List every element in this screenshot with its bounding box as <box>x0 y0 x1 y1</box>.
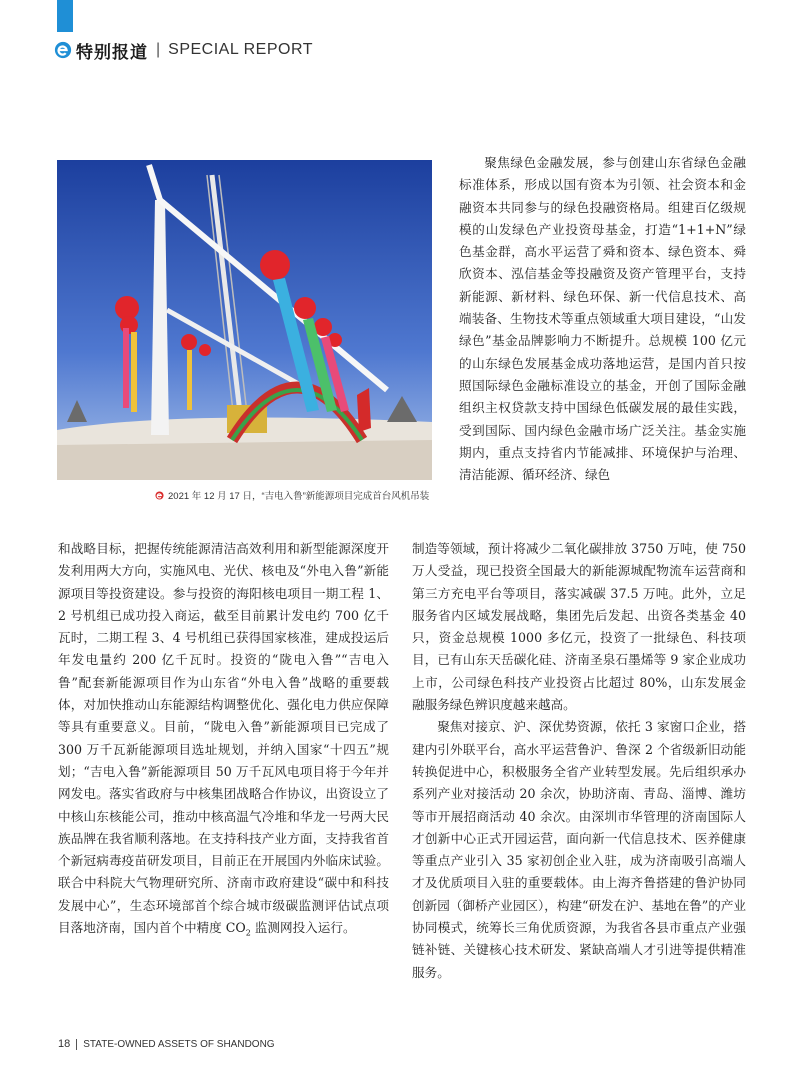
paragraph-energy-text: 和战略目标，把握传统能源清洁高效利用和新型能源深度开发利用两大方向，实施风电、光伏、核电及“外电入鲁”新能源项目等投资建设。参与投资的海阳核电项目一期工程 1、2 号机组已成功投入商运，截至目前累计发电约 700 亿千瓦时，二期工程 3、4 号机组已获得国家核准，建成投运后年发电量约 200 亿千瓦时。投资的“陇电入鲁”“吉电入鲁”配套新能源项目作为山东省“外电入鲁”战略的重要载体，对加快推动山东能源结构调整优化、强化电力供应保障等具有重要意义。目前，“陇电入鲁”新能源项目已完成了 300 万千瓦新能源项目选址规划，并纳入国家“十四五”规划；“吉电入鲁”新能源项目 50 万千瓦风电项目将于今年并网发电。落实省政府与中核集团战略合作协议，出资设立了中核山东核能公司，推动中核高温气冷堆和华龙一号两大民族品牌在我省顺利落地。在支持科技产业方面，支持我省首个新冠病毒疫苗研发项目，目前正在开展国内外临床试验。联合中科院大气物理研究所、济南市政府建设“碳中和科技发展中心”，生态环境部首个综合城市级碳监测评估试点项目落地济南，国内首个中精度 CO <box>58 541 389 936</box>
caption-marker-icon <box>155 491 164 500</box>
e-logo-icon <box>54 41 72 59</box>
section-title-en: SPECIAL REPORT <box>168 41 313 58</box>
page-footer <box>58 1038 275 1050</box>
publication-name: STATE-OWNED ASSETS OF SHANDONG <box>83 1038 275 1050</box>
paragraph-green-investment: 制造等领域，预计将减少二氧化碳排放 3750 万吨，使 750 万人受益，现已投资全国最大的新能源城配物流车运营商和第三方充电平台等项目，落实减碳 37.5 万吨。此外，立足服务省内区域发展战略，集团先后发起、出资各类基金 40 只，资金总规模 1000 多亿元，投资了一批绿色、科技项目，已有山东天岳碳化硅、济南圣泉石墨烯等 9 家企业成功上市，公司绿色科技产业投资占比超过 80%，山东发展金融服务绿色辨识度越来越高。 <box>412 541 746 713</box>
page-number: 18 <box>58 1038 71 1050</box>
article-column-left <box>58 538 389 945</box>
section-header <box>54 38 313 62</box>
article-column-right-bottom <box>412 538 746 984</box>
header-accent-bar <box>57 0 73 32</box>
paragraph-energy-projects <box>58 538 389 945</box>
footer-divider <box>76 1039 77 1050</box>
wind-turbine-photo <box>57 160 432 480</box>
paragraph-regional-cooperation: 聚焦对接京、沪、深优势资源，依托 3 家窗口企业，搭建内引外联平台，高水平运营鲁沪、鲁深 2 个省级新旧动能转换促进中心，积极服务全省产业转型发展。先后组织承办系列产业对接活动 20 余次，协助济南、青岛、淄博、潍坊等市开展招商活动 40 余次。由深圳市华管理的济南国际人才创新中心正式开园运营，面向新一代信息技术、医养健康等重点产业引入 35 家初创企业入驻，成为济南吸引高端人才及优质项目入驻的重要载体。由上海齐鲁搭建的鲁沪协同创新园（御桥产业园区），构建“研发在沪、基地在鲁”的产业协同模式，统筹长三角优质资源，为我省各县市重点产业强链补链、关键核心技术研发、紧缺高端人才引进等提供精准服务。 <box>412 719 747 980</box>
article-column-right-top <box>459 152 746 486</box>
header-separator: | <box>156 41 161 58</box>
section-title-cn: 特别报道 <box>76 42 148 62</box>
photo-caption <box>155 488 445 502</box>
paragraph-energy-tail: 监测网投入运行。 <box>250 920 356 936</box>
paragraph-green-finance: 聚焦绿色金融发展，参与创建山东省绿色金融标准体系，形成以国有资本为引领、社会资本和金融资本共同参与的绿色投融资格局。组建百亿级规模的山发绿色产业投资母基金，打造“1+1+N”绿色基金群，高水平运营了舜和资本、绿色资本、舜欣资本、泓信基金等投融资及资产管理平台，支持新能源、新材料、绿色环保、新一代信息技术、高端装备、生物技术等重点领域重大项目建设，“山发绿色”基金品牌影响力不断提升。总规模 100 亿元的山东绿色发展基金成功落地运营，是国内首只按照国际绿色金融标准设立的基金，开创了国际金融组织主权贷款支持中国绿色低碳发展的最佳实践，受到国际、国内绿色金融市场广泛关注。基金实施期内，重点支持省内节能减排、环境保护与治理、清洁能源、循环经济、绿色 <box>459 155 746 483</box>
co2-subscript: 2 <box>245 928 251 938</box>
photo-caption-text: 2021 年 12 月 17 日，“吉电入鲁”新能源项目完成首台风机吊装 <box>168 491 430 502</box>
